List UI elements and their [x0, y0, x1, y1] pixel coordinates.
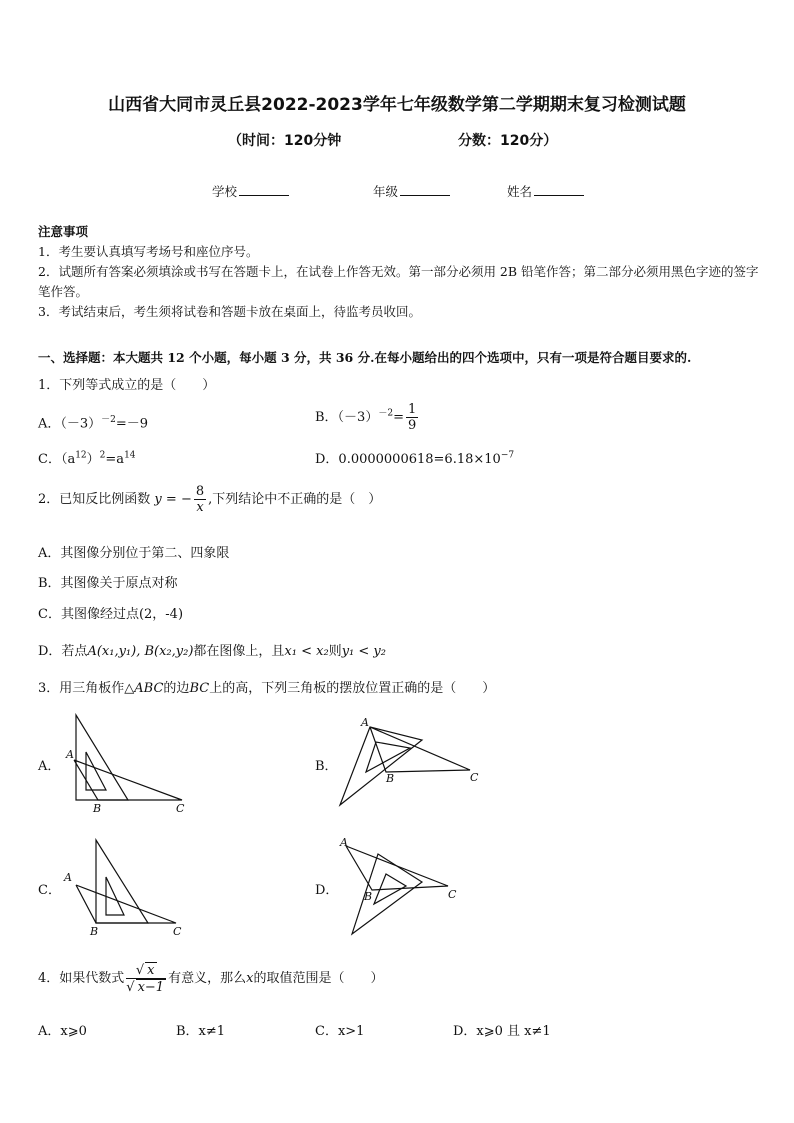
q3-stem-mid: 的边: [163, 681, 190, 696]
q3-d-label-b: B: [364, 890, 373, 903]
q4-fraction: [126, 962, 166, 995]
q2-d-mid: 都在图像上，且: [193, 644, 285, 659]
q4-stem-pre: 4．如果代数式: [38, 971, 125, 986]
q1-a-text: A．（－3）: [38, 416, 102, 432]
q3-stem-post: 上的高，下列三角板的摆放位置正确的是（ ）: [209, 681, 496, 696]
q1-option-c[interactable]: [38, 448, 136, 467]
school-field: [212, 182, 289, 200]
q1-option-b[interactable]: [315, 402, 420, 433]
note-item-2: 2．试题所有答案必须填涂或书写在答题卡上，在试卷上作答无效。第一部分必须用 2B 铅笔作答；第二部分必须用黑色字迹的签字笔作答。: [38, 264, 759, 299]
exam-score: 分数：120分）: [458, 133, 558, 149]
q1-stem: 1．下列等式成立的是（ ）: [38, 378, 216, 393]
q2-option-b[interactable]: B．其图像关于原点对称: [38, 576, 178, 591]
school-label: 学校: [212, 184, 238, 199]
name-field: [507, 182, 584, 200]
q1-a-exp: －2: [101, 415, 116, 425]
name-label: 姓名: [507, 184, 533, 199]
q3-d-label-c: C: [448, 888, 457, 901]
q3-c-label-b: B: [90, 925, 99, 938]
q2-func-eq: = −: [161, 492, 192, 507]
q4-var: x: [246, 971, 254, 986]
q1-b-exp: －2: [378, 408, 394, 419]
q2-stem-pre: 2．已知反比例函数: [38, 492, 151, 507]
exam-title: 山西省大同市灵丘县2022-2023学年七年级数学第二学期期末复习检测试题: [108, 95, 686, 115]
q2-option-a[interactable]: A．其图像分别位于第二、四象限: [38, 546, 230, 561]
q3-figure-d: [330, 834, 490, 944]
q3-a-triangle: [74, 760, 182, 800]
q1-c-rest: =a: [105, 452, 125, 467]
q4-numerator: √ x: [126, 962, 166, 979]
q1-b-fraction: [406, 402, 418, 433]
q4-stem-mid: 有意义，那么: [168, 971, 247, 986]
q3-c-triangle: [76, 885, 176, 923]
q3-option-a[interactable]: A．: [38, 759, 61, 774]
q1-d-exp: −7: [500, 450, 515, 461]
q2-func-den: x: [196, 500, 204, 515]
q4-num-radicand: x: [147, 963, 155, 978]
exam-time: （时间：120分钟: [228, 133, 342, 149]
q2-d-points: A(x₁,y₁), B(x₂,y₂): [87, 644, 194, 659]
section-heading: 一、选择题：本大题共 12 个小题，每小题 3 分，共 36 分.在每小题给出的四个选项中，只有一项是符合题目要求的.: [38, 350, 692, 365]
q3-b-label-c: C: [470, 771, 479, 784]
q2-d-condition: x₁ < x₂: [284, 644, 329, 659]
grade-blank[interactable]: [400, 183, 450, 196]
q4-stem: [38, 962, 383, 995]
q2-d-result: y₁ < y₂: [341, 644, 386, 659]
note-item-3: 3．考试结束后，考生须将试卷和答题卡放在桌面上，待监考员收回。: [38, 304, 421, 319]
q3-a-label-c: C: [176, 802, 185, 815]
notes-block: [38, 222, 760, 322]
q4-option-d[interactable]: D．x⩾0 且 x≠1: [453, 1024, 551, 1039]
q3-option-d[interactable]: D．: [315, 883, 339, 898]
grade-field: [373, 182, 450, 200]
q3-a-label-a: A: [66, 748, 74, 761]
grade-label: 年级: [373, 184, 399, 199]
q2-d-then: 则: [328, 644, 342, 659]
note-item-1: 1．考生要认真填写考场号和座位序号。: [38, 244, 259, 259]
q4-stem-post: 的取值范围是（ ）: [253, 971, 384, 986]
q3-option-c[interactable]: C．: [38, 883, 61, 898]
q3-b-triangle: [370, 727, 470, 772]
q3-a-label-b: B: [93, 802, 102, 815]
name-blank[interactable]: [534, 183, 584, 196]
q4-denominator: √ x−1: [126, 980, 165, 995]
q2-func-fraction: [194, 484, 206, 515]
q3-c-label-c: C: [173, 925, 182, 938]
q1-c-pre: C．（a: [38, 452, 76, 467]
school-blank[interactable]: [239, 183, 289, 196]
q1-b-num: 1: [407, 402, 417, 417]
q1-b-text: B．（－3）: [315, 410, 379, 425]
q3-a-set-square-outer: [76, 715, 128, 800]
q3-figure-c: [60, 835, 200, 943]
q1-c-exp1: 12: [75, 450, 87, 461]
q4-den-radicand: x−1: [137, 980, 165, 995]
q2-func-num: 8: [195, 484, 205, 499]
q3-figure-b: [330, 712, 490, 816]
q2-stem-post: ,下列结论中不正确的是（ ）: [208, 492, 382, 507]
q3-b-label-a: A: [361, 716, 369, 729]
q3-b-set-square-outer: [340, 727, 422, 805]
q2-stem: [38, 484, 381, 515]
q1-option-a[interactable]: [38, 412, 148, 431]
q2-option-c[interactable]: C．其图像经过点(2，-4): [38, 607, 184, 622]
q1-option-d[interactable]: [315, 448, 514, 467]
q3-b-label-b: B: [386, 772, 395, 785]
q3-c-set-square-inner: [106, 877, 124, 915]
q2-option-d[interactable]: [38, 640, 386, 659]
q3-d-triangle: [346, 846, 448, 890]
q2-d-pre: D．若点: [38, 644, 88, 659]
q3-figure-a: [60, 710, 200, 818]
q1-c-exp3: 14: [124, 450, 136, 461]
q3-stem: [38, 677, 495, 696]
q1-b-den: 9: [407, 418, 417, 433]
q3-abc: ABC: [134, 681, 164, 696]
q3-stem-pre: 3．用三角板作△: [38, 681, 135, 696]
q4-option-a[interactable]: A．x⩾0: [38, 1024, 87, 1039]
q3-option-b[interactable]: B．: [315, 759, 338, 774]
q1-d-text: D．0.0000000618=6.18×10: [315, 452, 501, 467]
q3-d-set-square-outer: [352, 854, 422, 934]
q4-option-b[interactable]: B．x≠1: [176, 1024, 226, 1039]
q3-bc: BC: [189, 681, 210, 696]
q3-c-label-a: A: [64, 871, 72, 884]
q3-d-label-a: A: [340, 836, 348, 849]
q1-c-exp2: 2: [99, 450, 106, 461]
q1-b-eq: =: [393, 410, 404, 425]
notes-heading: 注意事项: [38, 224, 89, 239]
q2-func-y: y: [154, 492, 162, 507]
q1-c-mid: ）: [86, 452, 100, 467]
q4-option-c[interactable]: C．x>1: [315, 1024, 365, 1039]
q1-a-rest: =－9: [115, 416, 149, 432]
